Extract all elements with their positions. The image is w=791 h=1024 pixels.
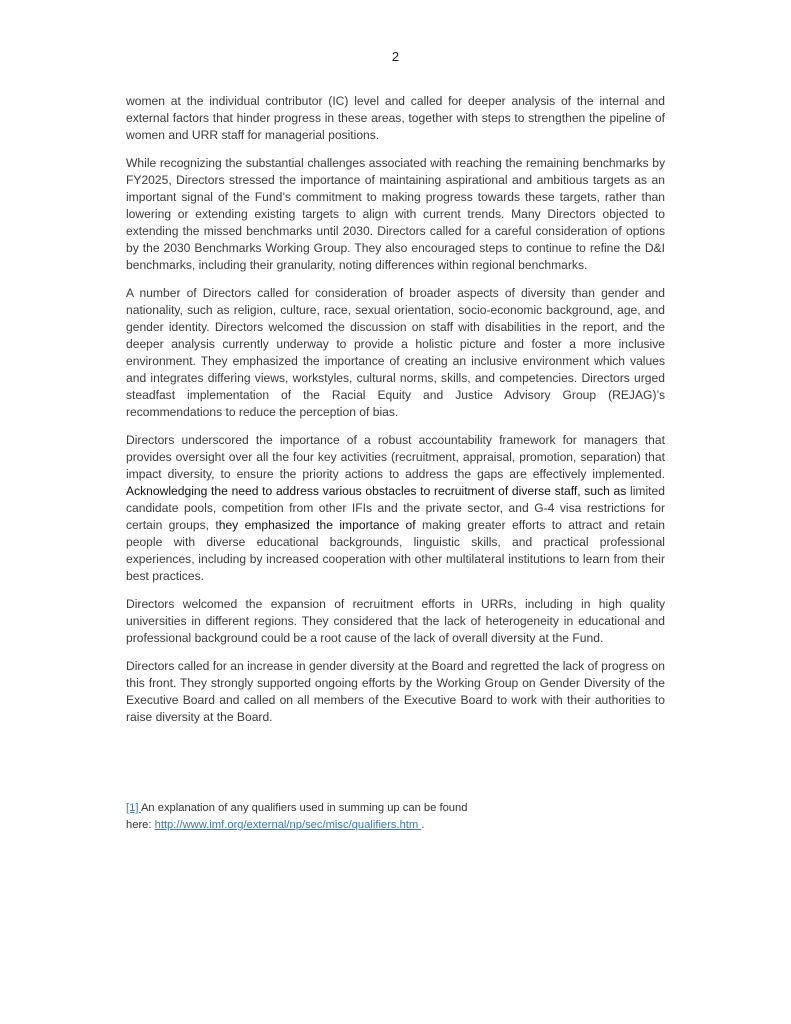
paragraph-2: While recognizing the substantial challenges associated with reaching the remaining benchmarks by FY2025, Directors stressed the importance of maintaining aspirational and ambitious targets as an important signal of the Fund’s commitment to making progress towards these targets, rather than lowering or extending existing targets to align with current trends. Many Directors objected to extending the missed benchmarks until 2030. Directors called for a careful consideration of options by the 2030 Benchmarks Working Group. They also encouraged steps to continue to refine the D&I benchmarks, including their granularity, noting differences within regional benchmarks.	[126, 156, 665, 272]
qualifiers-link[interactable]: http://www.imf.org/external/np/sec/misc/qualifiers.htm	[154, 819, 422, 831]
paragraph-6: Directors called for an increase in gender diversity at the Board and regretted the lack of progress on this front. They strongly supported ongoing efforts by the Working Group on Gender Diversity of the Executive Board and called on all members of the Executive Board to work with their authorities to raise diversity at the Board.	[126, 659, 665, 724]
footnote-text: An explanation of any qualifiers used in summing up can be found	[140, 802, 468, 814]
footnote-ref-link[interactable]: [1]	[126, 802, 141, 814]
page-number: 2	[391, 49, 400, 64]
paragraph-1: women at the individual contributor (IC) level and called for deeper analysis of the internal and external factors that hinder progress in these areas, together with steps to strengthen the pipeline of women and URR staff for managerial positions.	[126, 94, 665, 142]
paragraph-4-part-4: hey emphasized the importance of	[218, 518, 416, 532]
paragraph-5: Directors welcomed the expansion of recruitment efforts in URRs, including in high quality universities in different regions. They considered that the lack of heterogeneity in educational and professional background could be a root cause of the lack of overall diversity at the Fund.	[126, 597, 665, 645]
footnote-line-2	[126, 817, 546, 834]
body-text	[126, 93, 665, 737]
footnote	[126, 800, 546, 834]
paragraph-4-part-5: making greater efforts to attract and retain people with diverse educational backgrounds, linguistic skills, and practical professional experiences, including by increased cooperation with other multilateral institutions to learn from their best practices.	[126, 518, 666, 583]
paragraph-3: A number of Directors called for consideration of broader aspects of diversity than gender and nationality, such as religion, culture, race, sexual orientation, socio-economic background, age, and gender identity. Directors welcomed the discussion on staff with disabilities in the report, and the deeper analysis currently underway to provide a holistic picture and foster a more inclusive environment. They emphasized the importance of creating an inclusive environment which values and integrates differing views, workstyles, cultural norms, skills, and competencies. Directors urged steadfast implementation of the Racial Equity and Justice Advisory Group (REJAG)’s recommendations to reduce the perception of bias.	[126, 286, 665, 419]
paragraph-4-part-1: Directors underscored the importance of a robust accountability framework for managers that provides oversight over all the four key activities (recruitment, appraisal, promotion, separation) that impact diversity, to ensure the priority actions to address the gaps are effectively implemented.	[126, 433, 665, 481]
footnote-line-1	[126, 800, 546, 817]
paragraph-4-part-3: limited candidate pools, competition from other IFIs and the private sector, and G-4 visa restrictions for certain groups, t	[126, 484, 665, 532]
footnote-period: .	[421, 819, 425, 831]
paragraph-4	[126, 432, 665, 585]
footnote-here-label: here:	[126, 819, 155, 831]
paragraph-4-part-2: Acknowledging the need to address various obstacles to recruitment of diverse staff, such as	[126, 484, 627, 498]
